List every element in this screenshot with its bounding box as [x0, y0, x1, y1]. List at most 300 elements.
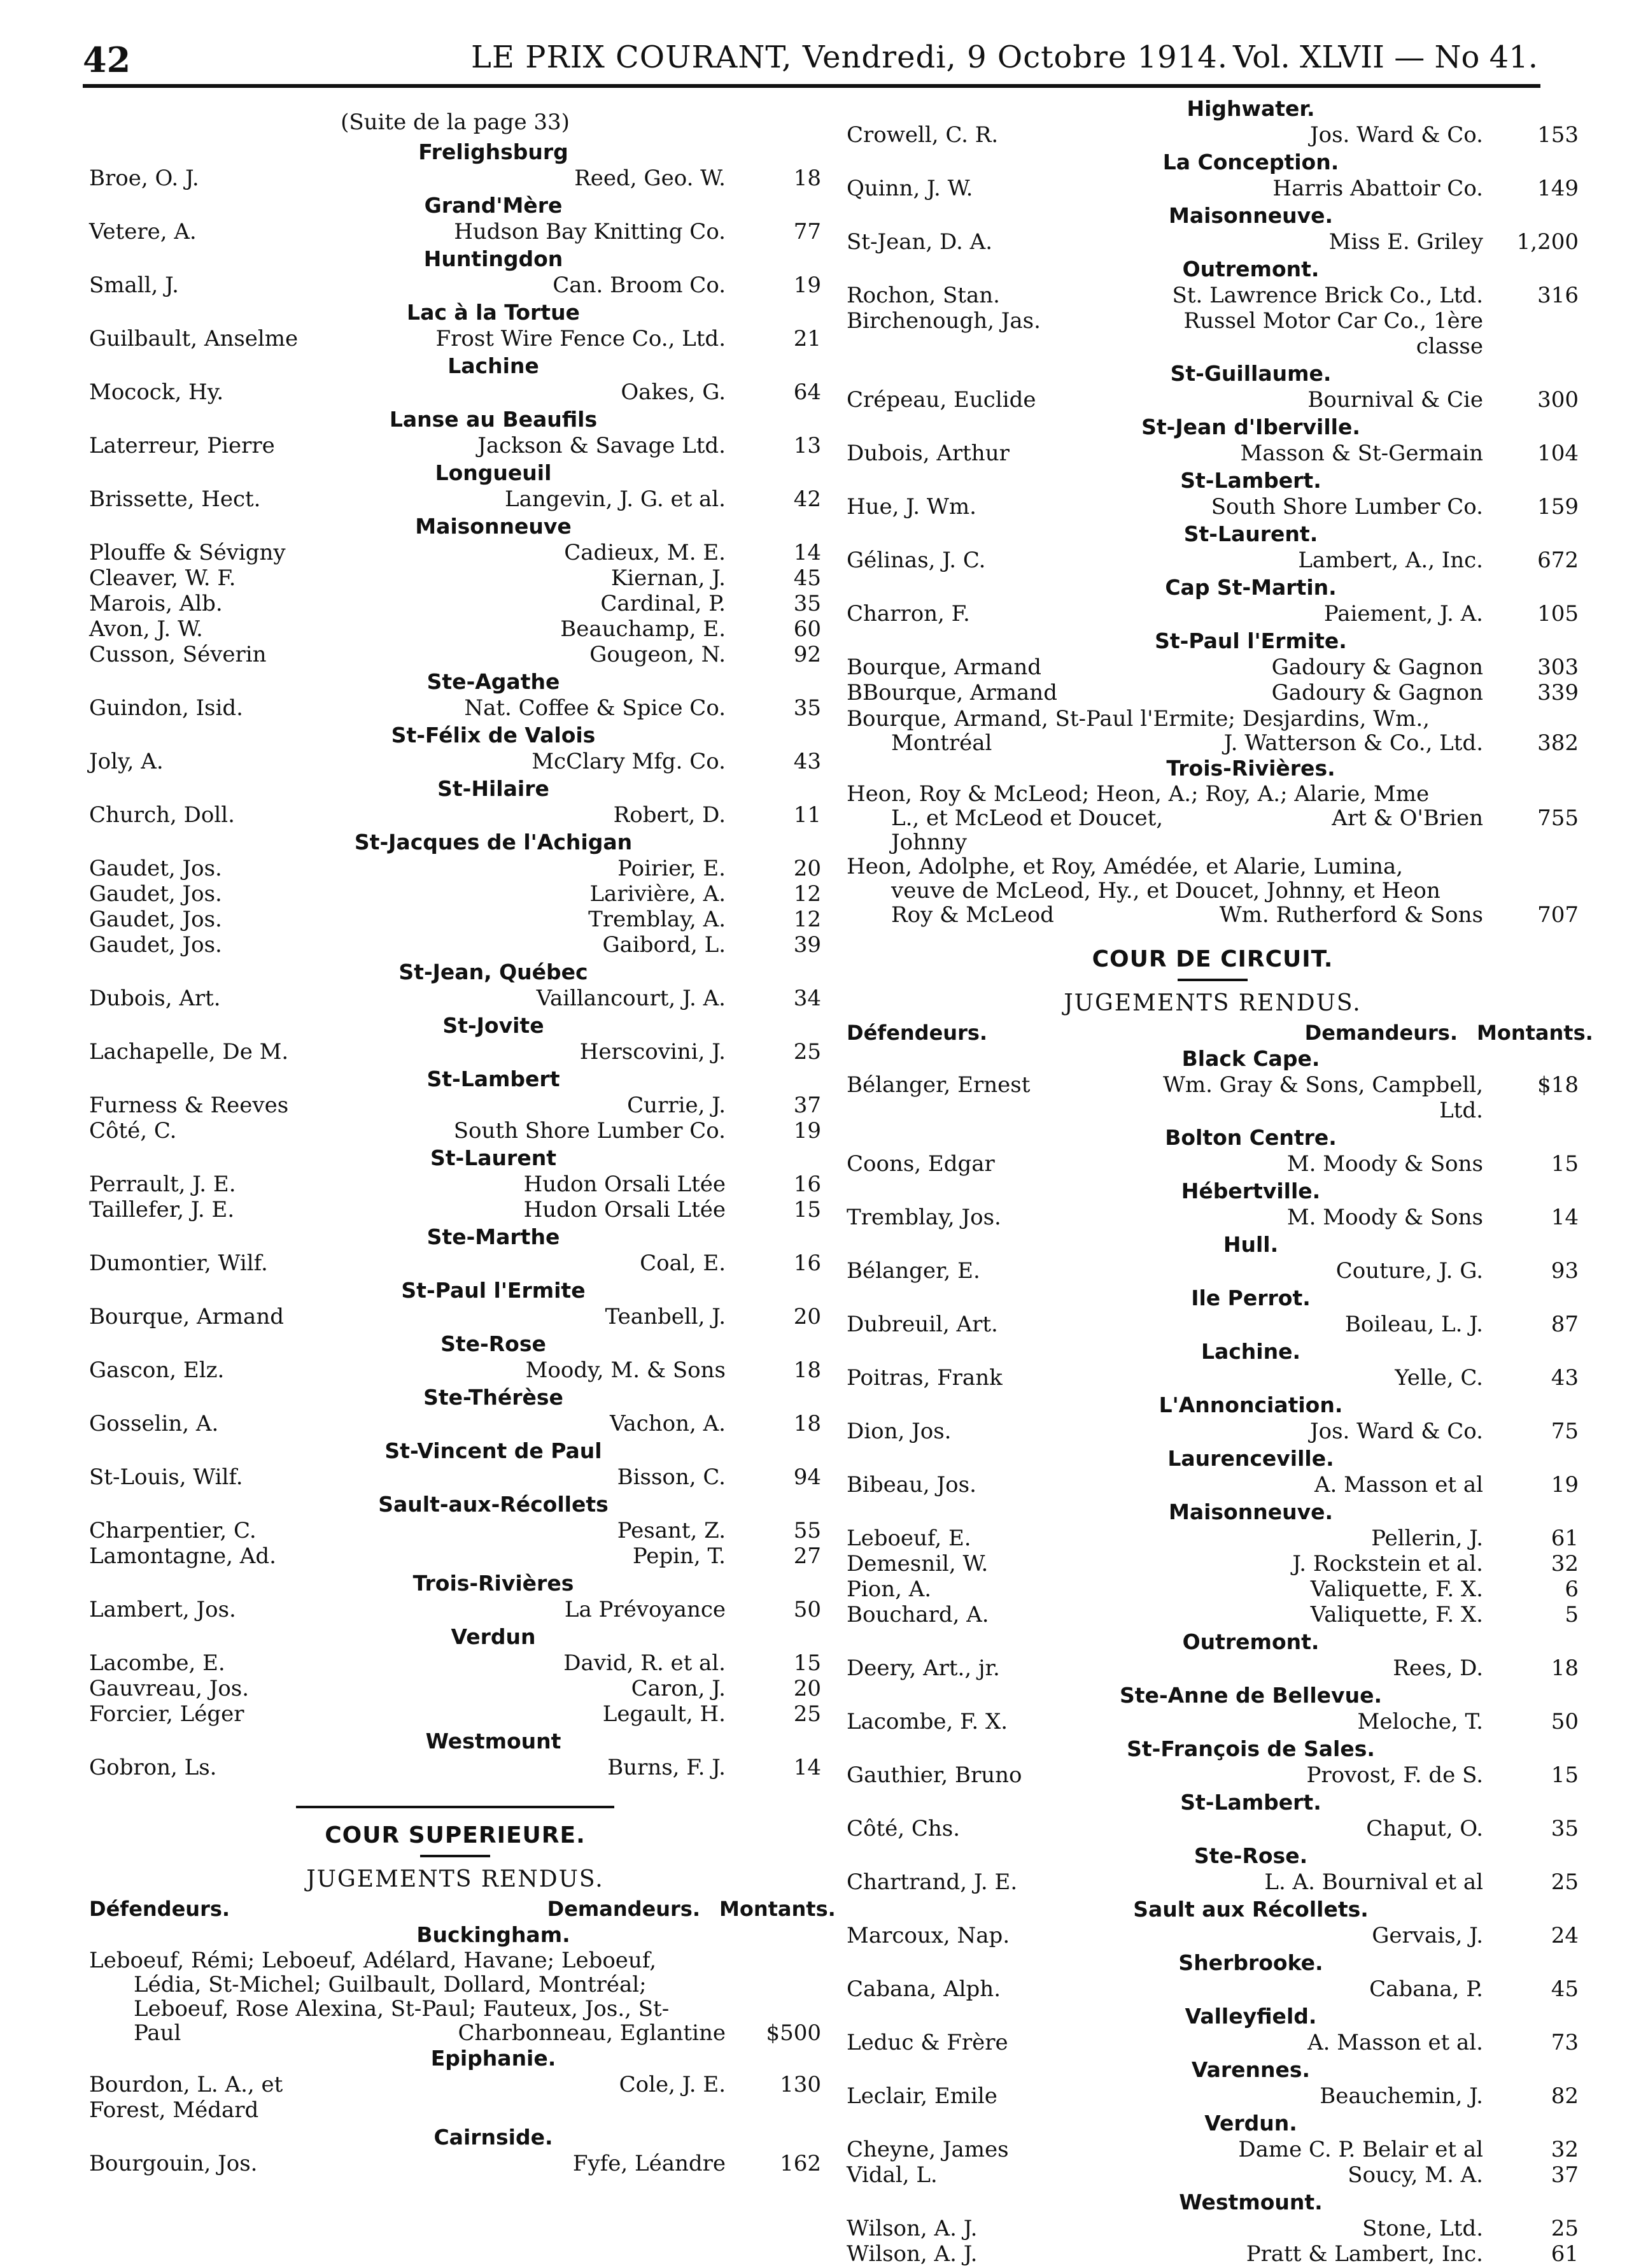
- amount: 61: [1551, 2241, 1579, 2267]
- long-entry: [847, 854, 1579, 927]
- place-heading: St-Jean d'Iberville.: [1141, 415, 1360, 439]
- right-judgment-list: [847, 96, 1579, 705]
- judgment-row: [89, 932, 821, 958]
- plaintiff: Burns, F. J.: [607, 1755, 726, 1780]
- entry-line: Heon, Roy & McLeod; Heon, A.; Roy, A.; Alarie, Mme: [847, 781, 1430, 807]
- header-demandeurs: Demandeurs.: [1304, 1021, 1458, 1045]
- defendant: Gélinas, J. C.: [847, 548, 986, 573]
- judgment-row: [89, 565, 821, 591]
- defendant: Chartrand, J. E.: [847, 1869, 1018, 1895]
- location-block: [89, 246, 821, 298]
- plaintiff: Moody, M. & Sons: [525, 1357, 726, 1383]
- defendant: Bibeau, Jos.: [847, 1472, 976, 1498]
- judgment-row: [89, 486, 821, 512]
- place-heading: Maisonneuve.: [1168, 203, 1334, 228]
- plaintiff: Dame C. P. Belair et al: [1238, 2137, 1483, 2162]
- judgment-row: [89, 907, 821, 932]
- judgment-row: [89, 695, 821, 721]
- judgment-row: [847, 2137, 1579, 2162]
- plaintiff: Gervais, J.: [1372, 1923, 1483, 1948]
- judgment-row: [89, 1197, 821, 1223]
- plaintiff: Masson & St-Germain: [1240, 441, 1483, 466]
- amount: 82: [1551, 2083, 1579, 2109]
- place-heading: Westmount.: [1179, 2190, 1323, 2215]
- location-block: [847, 1178, 1579, 1230]
- amount: 25: [1551, 1869, 1579, 1895]
- judgment-row: [89, 1650, 821, 1676]
- judgment-row: [847, 1419, 1579, 1444]
- amount: 37: [793, 1093, 821, 1118]
- amount: 34: [793, 986, 821, 1011]
- right-column: [847, 96, 1593, 2268]
- place-heading: Cap St-Martin.: [1165, 575, 1337, 600]
- plaintiff: Cabana, P.: [1369, 1976, 1483, 2002]
- plaintiff: Provost, F. de S.: [1306, 1762, 1483, 1788]
- place-heading: Black Cape.: [1181, 1046, 1320, 1071]
- place-heading: Lanse au Beaufils: [389, 407, 598, 432]
- entry-line: Leboeuf, Rémi; Leboeuf, Adélard, Havane; Leboeuf,: [89, 1948, 657, 1973]
- defendant: Crowell, C. R.: [847, 122, 999, 148]
- judgment-row: [847, 1151, 1579, 1177]
- judgment-row: [847, 229, 1579, 255]
- place-heading: Buckingham.: [416, 1922, 570, 1947]
- defendant: Plouffe & Sévigny: [89, 540, 286, 565]
- place-heading: La Conception.: [1162, 150, 1339, 174]
- plaintiff: J. Rockstein et al.: [1292, 1551, 1483, 1577]
- defendant: Bourque, Armand: [89, 1304, 284, 1329]
- amount: 94: [793, 1464, 821, 1490]
- defendant: Gobron, Ls.: [89, 1755, 217, 1780]
- plaintiff: Pesant, Z.: [617, 1518, 726, 1543]
- judgment-row: [847, 387, 1579, 413]
- place-heading: Westmount: [425, 1729, 561, 1754]
- location-block: [89, 1438, 821, 1490]
- defendant: Wilson, A. J.: [847, 2241, 978, 2267]
- place-heading: Outremont.: [1182, 1629, 1320, 1654]
- plaintiff: Legault, H.: [602, 1701, 726, 1727]
- defendant: Coons, Edgar: [847, 1151, 995, 1177]
- plaintiff: Art & O'Brien: [1332, 805, 1483, 831]
- plaintiff: Vaillancourt, J. A.: [536, 986, 726, 1011]
- defendant: Cleaver, W. F.: [89, 565, 236, 591]
- plaintiff: La Prévoyance: [564, 1597, 726, 1622]
- amount: 18: [793, 1411, 821, 1436]
- judgment-row: [89, 1543, 821, 1569]
- plaintiff: Poirier, E.: [617, 856, 726, 881]
- location-block: [847, 628, 1579, 705]
- plaintiff: Wm. Rutherford & Sons: [1219, 902, 1483, 928]
- defendant: Charron, F.: [847, 601, 970, 627]
- amount: 303: [1537, 655, 1579, 680]
- location-block: [847, 1124, 1579, 1177]
- location-block: [89, 1384, 821, 1436]
- plaintiff: Hudson Bay Knitting Co.: [454, 219, 726, 245]
- defendant: Gascon, Elz.: [89, 1357, 225, 1383]
- defendant: Brissette, Hect.: [89, 486, 261, 512]
- location-block: [847, 1445, 1579, 1498]
- plaintiff: Coal, E.: [640, 1251, 726, 1276]
- judgment-row: [847, 1312, 1579, 1337]
- defendant: Marois, Alb.: [89, 591, 223, 616]
- place-heading: Sherbrooke.: [1178, 1950, 1323, 1975]
- plaintiff: Rees, D.: [1393, 1655, 1483, 1681]
- entry-tail: [89, 2021, 821, 2045]
- judgment-row: [89, 881, 821, 907]
- defendant: Cabana, Alph.: [847, 1976, 1001, 2002]
- amount: 159: [1537, 494, 1579, 520]
- defendant: Laterreur, Pierre: [89, 433, 275, 458]
- defendant: Gauthier, Bruno: [847, 1762, 1022, 1788]
- plaintiff: M. Moody & Sons: [1286, 1151, 1483, 1177]
- header-montants: Montants.: [1477, 1021, 1593, 1045]
- place-heading: St-Lambert.: [1180, 468, 1321, 493]
- amount: 18: [1551, 1655, 1579, 1681]
- location-block: [847, 2057, 1579, 2109]
- amount: 25: [1551, 2216, 1579, 2241]
- plaintiff: Bournival & Cie: [1307, 387, 1483, 413]
- place-heading: Sault aux Récollets.: [1133, 1897, 1369, 1922]
- location-block: [89, 353, 821, 405]
- defendant: Crépeau, Euclide: [847, 387, 1036, 413]
- location-block: [89, 460, 821, 512]
- place-heading: St-Lambert.: [1180, 1790, 1321, 1815]
- amount: 15: [793, 1197, 821, 1223]
- judgment-row: [847, 122, 1579, 148]
- defendant: Taillefer, J. E.: [89, 1197, 235, 1223]
- header-demandeurs: Demandeurs.: [547, 1897, 700, 1921]
- place-heading: St-Jean, Québec: [398, 960, 588, 984]
- amount: 300: [1537, 387, 1579, 413]
- plaintiff: South Shore Lumber Co.: [1211, 494, 1483, 520]
- column-headers: [89, 1896, 836, 1922]
- amount: 20: [793, 1304, 821, 1329]
- defendant: Forcier, Léger: [89, 1701, 244, 1727]
- location-block: [847, 96, 1579, 148]
- amount: 707: [1537, 902, 1579, 928]
- plaintiff: Caron, J.: [631, 1676, 726, 1701]
- location-block: [89, 2124, 821, 2176]
- plaintiff: Nat. Coffee & Spice Co.: [464, 695, 726, 721]
- amount: 153: [1537, 122, 1579, 148]
- amount: 382: [1537, 730, 1579, 756]
- amount: 15: [1551, 1762, 1579, 1788]
- place-heading: St-François de Sales.: [1127, 1736, 1375, 1761]
- entry-line: Bourque, Armand, St-Paul l'Ermite; Desjardins, Wm.,: [847, 706, 1430, 732]
- judgment-row: [847, 2162, 1579, 2188]
- plaintiff: Frost Wire Fence Co., Ltd.: [435, 326, 726, 351]
- plaintiff: Boileau, L. J.: [1344, 1312, 1483, 1337]
- amount: 15: [793, 1650, 821, 1676]
- defendant: Vidal, L.: [847, 2162, 938, 2188]
- location-block: [847, 2110, 1579, 2188]
- defendant: Côté, Chs.: [847, 1816, 961, 1841]
- amount: 18: [793, 1357, 821, 1383]
- plaintiff: Yelle, C.: [1395, 1365, 1483, 1391]
- place-heading: Longueuil: [435, 460, 552, 485]
- plaintiff: J. Watterson & Co., Ltd.: [1223, 730, 1483, 756]
- amount: 130: [780, 2072, 821, 2097]
- defendant: Leduc & Frère: [847, 2030, 1008, 2055]
- amount: 24: [1551, 1923, 1579, 1948]
- location-block: [847, 2189, 1579, 2267]
- plaintiff: Wm. Gray & Sons, Campbell, Ltd.: [1162, 1072, 1483, 1123]
- defendant: Gaudet, Jos.: [89, 907, 222, 932]
- judgment-row: [89, 1518, 821, 1543]
- plaintiff: Miss E. Griley: [1328, 229, 1483, 255]
- defendant: Tremblay, Jos.: [847, 1205, 1001, 1230]
- long-entry: [89, 1948, 821, 2045]
- amount: $500: [766, 2020, 821, 2046]
- judgment-row: [89, 986, 821, 1011]
- judgment-row: [847, 441, 1579, 466]
- location-block: [89, 1224, 821, 1276]
- judgment-row: [89, 1411, 821, 1436]
- defendant: Vetere, A.: [89, 219, 197, 245]
- plaintiff: Currie, J.: [627, 1093, 726, 1118]
- plaintiff: M. Moody & Sons: [1286, 1205, 1483, 1230]
- judgment-row: [89, 1251, 821, 1276]
- plaintiff: Meloche, T.: [1357, 1709, 1483, 1734]
- judgment-row: [847, 1472, 1579, 1498]
- entry-tail: [847, 731, 1579, 755]
- amount: 16: [793, 1251, 821, 1276]
- amount: 12: [793, 907, 821, 932]
- section-rule-short: [420, 1855, 490, 1857]
- section-gap: [847, 927, 1579, 946]
- amount: 105: [1537, 601, 1579, 627]
- header-defendeurs: Défendeurs.: [89, 1897, 230, 1921]
- location-block: [89, 139, 821, 191]
- place-heading: St-Laurent: [430, 1145, 556, 1170]
- judgment-row: [89, 1039, 821, 1065]
- defendant: Bélanger, Ernest: [847, 1072, 1031, 1098]
- judgment-row: [89, 616, 821, 642]
- entry-tail: [847, 903, 1579, 927]
- place-heading: St-Hilaire: [437, 776, 549, 801]
- amount: 93: [1551, 1258, 1579, 1284]
- amount: 20: [793, 1676, 821, 1701]
- amount: 43: [793, 749, 821, 774]
- location-block: [89, 829, 821, 958]
- judgment-row: [89, 326, 821, 351]
- defendant: Dubois, Art.: [89, 986, 221, 1011]
- plaintiff: Langevin, J. G. et al.: [505, 486, 726, 512]
- plaintiff: Reed, Geo. W.: [574, 166, 726, 191]
- place-heading: Ste-Anne de Bellevue.: [1120, 1683, 1382, 1708]
- place-heading: Ste-Marthe: [426, 1224, 560, 1249]
- entry-line: Leboeuf, Rose Alexina, St-Paul; Fauteux, Jos., St-: [134, 1996, 670, 2022]
- plaintiff: Larivière, A.: [589, 881, 726, 907]
- defendant: Lacombe, F. X.: [847, 1709, 1008, 1734]
- place-heading: St-Vincent de Paul: [384, 1438, 602, 1463]
- plaintiff: A. Masson et al: [1314, 1472, 1483, 1498]
- amount: 672: [1537, 548, 1579, 573]
- plaintiff: Pratt & Lambert, Inc.: [1246, 2241, 1483, 2267]
- left-judgment-list: [89, 139, 821, 1780]
- defendant: St-Louis, Wilf.: [89, 1464, 243, 1490]
- entry-tail: [847, 806, 1579, 854]
- judgment-row: [847, 1602, 1579, 1627]
- defendant: Poitras, Frank: [847, 1365, 1003, 1391]
- entry-line: Heon, Adolphe, et Roy, Amédée, et Alarie, Lumina,: [847, 854, 1404, 879]
- defendant: Charpentier, C.: [89, 1518, 257, 1543]
- plaintiff: Herscovini, J.: [579, 1039, 726, 1065]
- plaintiff: Teanbell, J.: [605, 1304, 726, 1329]
- plaintiff: Paiement, J. A.: [1323, 601, 1483, 627]
- amount: 27: [793, 1543, 821, 1569]
- defendant: Guilbault, Anselme: [89, 326, 299, 351]
- amount: 19: [1551, 1472, 1579, 1498]
- location-block: [89, 1012, 821, 1065]
- place-heading: Hébertville.: [1181, 1179, 1321, 1203]
- judgment-row: [89, 219, 821, 245]
- defendant: Bélanger, E.: [847, 1258, 980, 1284]
- place-heading: Ste-Thérèse: [423, 1385, 563, 1410]
- amount: 55: [793, 1518, 821, 1543]
- amount: 12: [793, 881, 821, 907]
- location-block: [847, 1499, 1579, 1627]
- plaintiff: Stone, Ltd.: [1362, 2216, 1483, 2241]
- plaintiff: Cadieux, M. E.: [564, 540, 726, 565]
- plaintiff: Can. Broom Co.: [553, 273, 726, 298]
- judgment-row: [89, 1118, 821, 1144]
- plaintiff: Pellerin, J.: [1371, 1526, 1483, 1551]
- defendant: Rochon, Stan.: [847, 283, 1000, 308]
- place-heading: Lachine.: [1201, 1339, 1301, 1364]
- judgment-row: [89, 433, 821, 458]
- plaintiff: Robert, D.: [613, 802, 726, 828]
- judgment-row: [847, 1205, 1579, 1230]
- amount: 21: [793, 326, 821, 351]
- continuation-note: (Suite de la page 33): [341, 110, 570, 135]
- plaintiff: Couture, J. G.: [1335, 1258, 1483, 1284]
- place-heading: St-Félix de Valois: [391, 723, 596, 748]
- place-heading: Epiphanie.: [430, 2046, 556, 2071]
- amount: 16: [793, 1172, 821, 1197]
- place-heading: Trois-Rivières: [412, 1571, 574, 1596]
- location-block: [847, 1231, 1579, 1284]
- judgment-row: [847, 655, 1579, 680]
- plaintiff: L. A. Bournival et al: [1264, 1869, 1483, 1895]
- location-block: [89, 192, 821, 245]
- amount: 92: [793, 642, 821, 667]
- location-block: [89, 1331, 821, 1383]
- place-heading: Grand'Mère: [424, 193, 563, 218]
- amount: 45: [1551, 1976, 1579, 2002]
- location-block: [847, 1629, 1579, 1681]
- location-block: [89, 776, 821, 828]
- defendant: Lamontagne, Ad.: [89, 1543, 276, 1569]
- amount: 755: [1537, 805, 1579, 831]
- location-block: [89, 1277, 821, 1329]
- amount: 75: [1551, 1419, 1579, 1444]
- plaintiff: Charbonneau, Eglantine: [458, 2020, 726, 2046]
- place-heading: Huntingdon: [423, 246, 563, 271]
- defendant: Avon, J. W.: [89, 616, 203, 642]
- defendant: BBourque, Armand: [847, 680, 1057, 705]
- amount: 60: [793, 616, 821, 642]
- amount: 25: [793, 1701, 821, 1727]
- amount: 15: [1551, 1151, 1579, 1177]
- defendant: Bourque, Armand: [847, 655, 1041, 680]
- amount: 162: [780, 2151, 821, 2176]
- defendant: Bouchard, A.: [847, 1602, 989, 1627]
- amount: 73: [1551, 2030, 1579, 2055]
- defendant: Deery, Art., jr.: [847, 1655, 1000, 1681]
- location-block: [847, 1392, 1579, 1444]
- judgment-row: [847, 494, 1579, 520]
- plaintiff: Soucy, M. A.: [1348, 2162, 1483, 2188]
- plaintiff: Gadoury & Gagnon: [1271, 655, 1483, 680]
- plaintiff: Jackson & Savage Ltd.: [477, 433, 726, 458]
- plaintiff: Gadoury & Gagnon: [1271, 680, 1483, 705]
- defendant: Marcoux, Nap.: [847, 1923, 1010, 1948]
- place-heading: St-Lambert: [426, 1067, 560, 1091]
- judgment-row: [89, 1701, 821, 1727]
- location-block: [847, 1896, 1579, 1948]
- amount: 42: [793, 486, 821, 512]
- amount: 11: [793, 802, 821, 828]
- defendant: Gaudet, Jos.: [89, 881, 222, 907]
- judgment-row: [847, 1816, 1579, 1841]
- amount: 14: [1551, 1205, 1579, 1230]
- amount: 5: [1565, 1602, 1579, 1627]
- judgment-row: [847, 680, 1579, 705]
- place-heading: Verdun: [451, 1624, 536, 1649]
- location-block: [89, 1066, 821, 1144]
- judgment-row: [89, 1357, 821, 1383]
- judgment-row: [847, 2083, 1579, 2109]
- plaintiff: Lambert, A., Inc.: [1298, 548, 1483, 573]
- defendant: St-Jean, D. A.: [847, 229, 993, 255]
- plaintiff: Fyfe, Léandre: [572, 2151, 726, 2176]
- place-heading: Maisonneuve: [415, 514, 572, 539]
- plaintiff: McClary Mfg. Co.: [532, 749, 726, 774]
- place-heading: Valleyfield.: [1185, 2004, 1317, 2029]
- amount: 1,200: [1516, 229, 1579, 255]
- defendant: Montréal: [891, 730, 992, 756]
- place-heading: Lac à la Tortue: [407, 300, 580, 325]
- place-heading: Bolton Centre.: [1165, 1125, 1337, 1150]
- place-heading: Ste-Rose.: [1194, 1843, 1308, 1868]
- place-heading: Outremont.: [1182, 257, 1320, 281]
- place-heading: L'Annonciation.: [1159, 1393, 1343, 1417]
- defendant: Côté, C.: [89, 1118, 177, 1144]
- judgment-row: [847, 1365, 1579, 1391]
- judgment-row: [847, 1869, 1579, 1895]
- plaintiff: David, R. et al.: [563, 1650, 726, 1676]
- plaintiff: Hudon Orsali Ltée: [523, 1197, 726, 1223]
- location-block: [89, 2045, 821, 2123]
- section-title-cour-de-circuit: COUR DE CIRCUIT.: [1092, 946, 1334, 972]
- location-block: [847, 1950, 1579, 2002]
- judgment-row: [847, 1655, 1579, 1681]
- place-heading: Maisonneuve.: [1168, 1499, 1334, 1524]
- plaintiff: Valiquette, F. X.: [1310, 1577, 1483, 1602]
- plaintiff: Oakes, G.: [621, 379, 726, 405]
- defendant: Cusson, Séverin: [89, 642, 267, 667]
- amount: 35: [1551, 1816, 1579, 1841]
- location-block: [847, 256, 1579, 359]
- judgment-row: [847, 1762, 1579, 1788]
- amount: 45: [793, 565, 821, 591]
- judgment-row: [89, 1597, 821, 1622]
- judgment-row: [847, 1923, 1579, 1948]
- location-block: [89, 513, 821, 667]
- judgment-row: [89, 2072, 821, 2123]
- defendant: Gaudet, Jos.: [89, 856, 222, 881]
- plaintiff: Russel Motor Car Co., 1ère classe: [1183, 308, 1483, 359]
